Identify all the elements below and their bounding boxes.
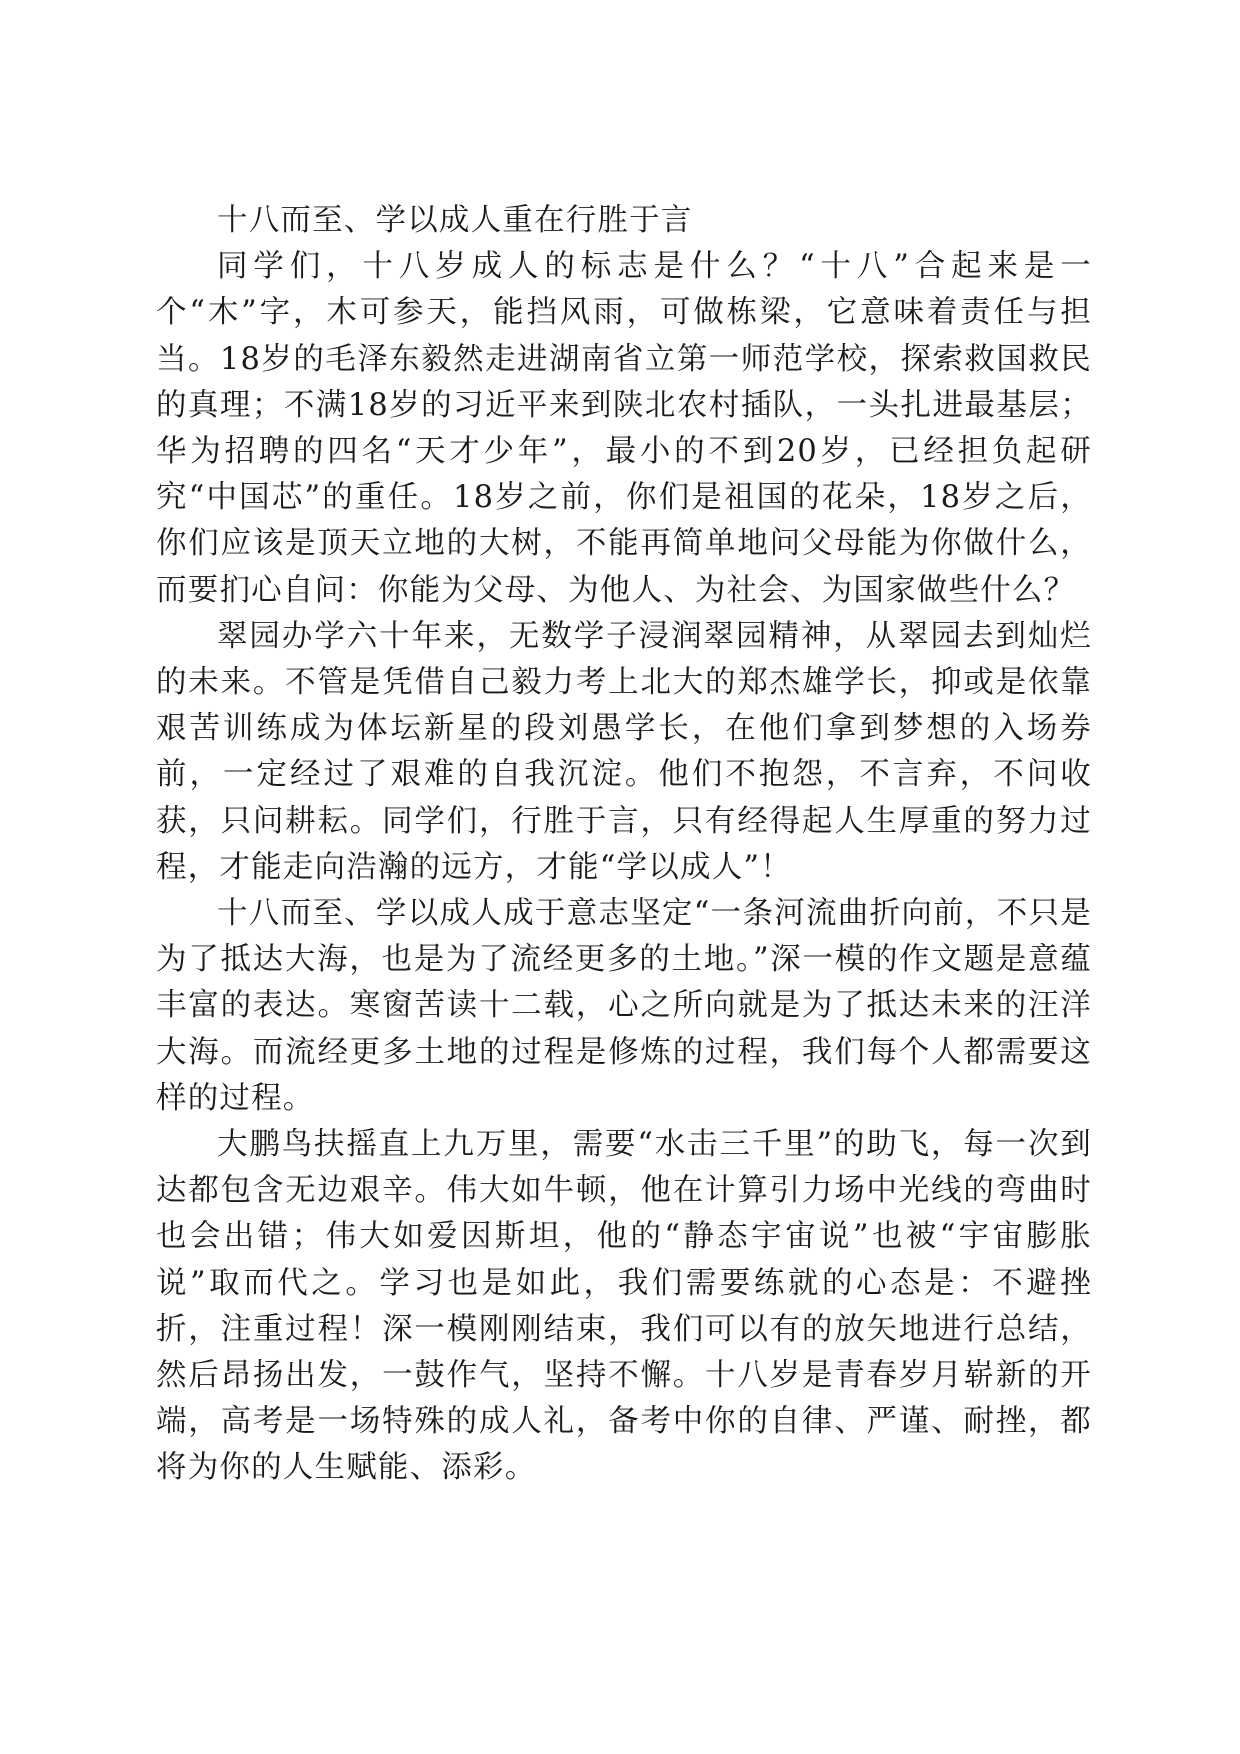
section-heading: 十八而至、学以成人重在行胜于言 bbox=[217, 203, 693, 238]
paragraph-coming-of-age: 同学们，十八岁成人的标志是什么？“十八”合起来是一个“木”字，木可参天，能挡风雨，可做栋梁，它意味着责任与担当。18岁的毛泽东毅然走进湖南省立第一师范学校，探索救国救民的真理；不满18岁的习近平来到陕北农村插队，一头扎进最基层；华为招聘的四名“天才少年”，最小的不到20岁，已经担负起研究“中国芯”的重任。18岁之前，你们是祖国的花朵，18岁之后，你们应该是顶天立地的大树，不能再简单地问父母能为你做什么，而要扪心自问：你能为父母、为他人、为社会、为国家做些什么？ bbox=[156, 249, 1092, 608]
document-body bbox=[156, 198, 1092, 1492]
paragraph-river-metaphor: 十八而至、学以成人成于意志坚定“一条河流曲折向前，不只是为了抵达大海，也是为了流经更多的土地。”深一模的作文题是意蕴丰富的表达。寒窗苦读十二载，心之所向就是为了抵达未来的汪洋大海。而流经更多土地的过程是修炼的过程，我们每个人都需要这样的过程。 bbox=[156, 896, 1092, 1116]
paragraph-cuiyuan-school: 翠园办学六十年来，无数学子浸润翠园精神，从翠园去到灿烂的未来。不管是凭借自己毅力考上北大的郑杰雄学长，抑或是依靠艰苦训练成为体坛新星的段刘愚学长，在他们拿到梦想的入场券前，一定经过了艰难的自我沉淀。他们不抱怨，不言弃，不问收获，只问耕耘。同学们，行胜于言，只有经得起人生厚重的努力过程，才能走向浩瀚的远方，才能“学以成人”！ bbox=[156, 618, 1092, 885]
paragraph-perseverance: 大鹏鸟扶摇直上九万里，需要“水击三千里”的助飞，每一次到达都包含无边艰辛。伟大如牛顿，他在计算引力场中光线的弯曲时也会出错；伟大如爱因斯坦，他的“静态宇宙说”也被“宇宙膨胀说”取而代之。学习也是如此，我们需要练就的心态是：不避挫折，注重过程！深一模刚刚结束，我们可以有的放矢地进行总结，然后昂扬出发，一鼓作气，坚持不懈。十八岁是青春岁月崭新的开端，高考是一场特殊的成人礼，备考中你的自律、严谨、耐挫，都将为你的人生赋能、添彩。 bbox=[156, 1127, 1092, 1486]
